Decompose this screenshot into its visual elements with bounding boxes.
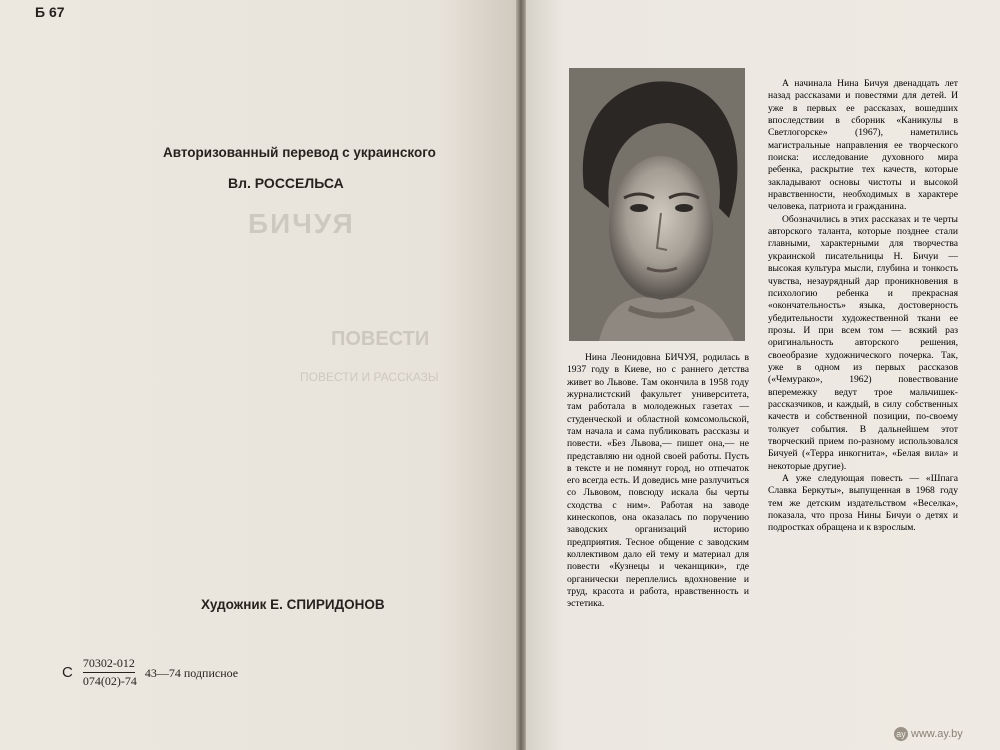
imprint-tail: 43—74 подписное [144,665,239,680]
imprint-denominator: 074(02)-74 [82,674,137,688]
intro-paragraph-3: А уже следующая повесть — «Шпага Славка Беркуты», выпущенная в 1968 году тем же детским издательством «Веселка», показала, что проза Нины Бичуи о детях и подростках обращена и к взрослым. [768,473,958,534]
bleed-through-genre: ПОВЕСТИ И РАССКАЗЫ [300,370,439,384]
bio-paragraph: Нина Леонидовна БИЧУЯ, родилась в 1937 году в Киеве, но с раннего детства живет во Львове. Там окончила в 1958 году журналистский факультет университета, там работала в молодежных газетах — студенческой и областной комсомольской, там начала и сама публиковать рассказы и повести. «Без Львова,— пишет она,— не представляю ни одной своей работы. Пусть в тексте и не помянут город, но отпечаток его всегда есть. И доведись мне разлучиться со Львовом, повсюду искала бы черты сходства с ним». Работая на заводе кинескопов, она оказалась по поручению заводских организаций историю предприятия. Тесное общение с заводским коллективом дало ей тему и материал для повести «Кузнецы и чеканщики», где органически переплелись вдохновение и труд, красота и работа, нравственность и эстетика. [567,352,749,610]
imprint-numerator: 70302-012 [83,655,135,673]
imprint-fraction [83,655,137,690]
intro-column [768,78,958,535]
site-watermark [894,727,963,741]
watermark-badge: ay [894,727,908,741]
intro-paragraph-1: А начинала Нина Бичуя двенадцать лет назад рассказами и повестями для детей. И уже в первых ее рассказах, вошедших впоследствии в сборник «Каникулы в Светлогорске» (1967), наметились магистральные направления ее творческого поиска: исследование духовного мира ребенка, раскрытие тех качеств, которые закладывают основы чистоты и высокой нравственности, необходимых в характере человека, патриота и гражданина. [768,78,958,213]
bleed-through-subtitle: ПОВЕСТИ [331,328,430,350]
portrait-photo-icon [569,68,745,341]
intro-paragraph-2: Обозначились в этих рассказах и те черты авторского таланта, которые позднее стали главными, характерными для творчества украинской писательницы Н. Бичуи — высокая культура мысли, глубина и тонкость чувства, незаурядный дар проникновения в психологию ребенка и прекрасная «окончательность» языка, достоверность убедительности художественной ткани ее прозы. И при всем том — всякий раз оригинальность авторского решения, своеобразие художнического почерка. Так, уже в одном из первых рассказов («Чемурако», 1962) повествование вперемежку ведут трое мальчишек-рассказчиков, и каждый, в силу собственных качеств и собственной позиции, по-своему толкует события. В дальнейшем этот творческий прием по-разному использовался Бичуей («Терра инкогнита», «Белая вила» и некоторые другие). [768,213,958,472]
author-bio [567,352,749,611]
author-portrait [569,68,745,341]
imprint-code [62,655,238,690]
watermark-text: www.ay.by [911,727,963,740]
translation-note: Авторизованный перевод с украинского [163,145,436,160]
translator-name: Вл. РОССЕЛЬСА [228,175,344,191]
imprint-letter: С [62,664,73,681]
book-code: Б 67 [35,4,65,20]
artist-credit: Художник Е. СПИРИДОНОВ [201,597,385,612]
bleed-through-title: БИЧУЯ [248,208,355,239]
